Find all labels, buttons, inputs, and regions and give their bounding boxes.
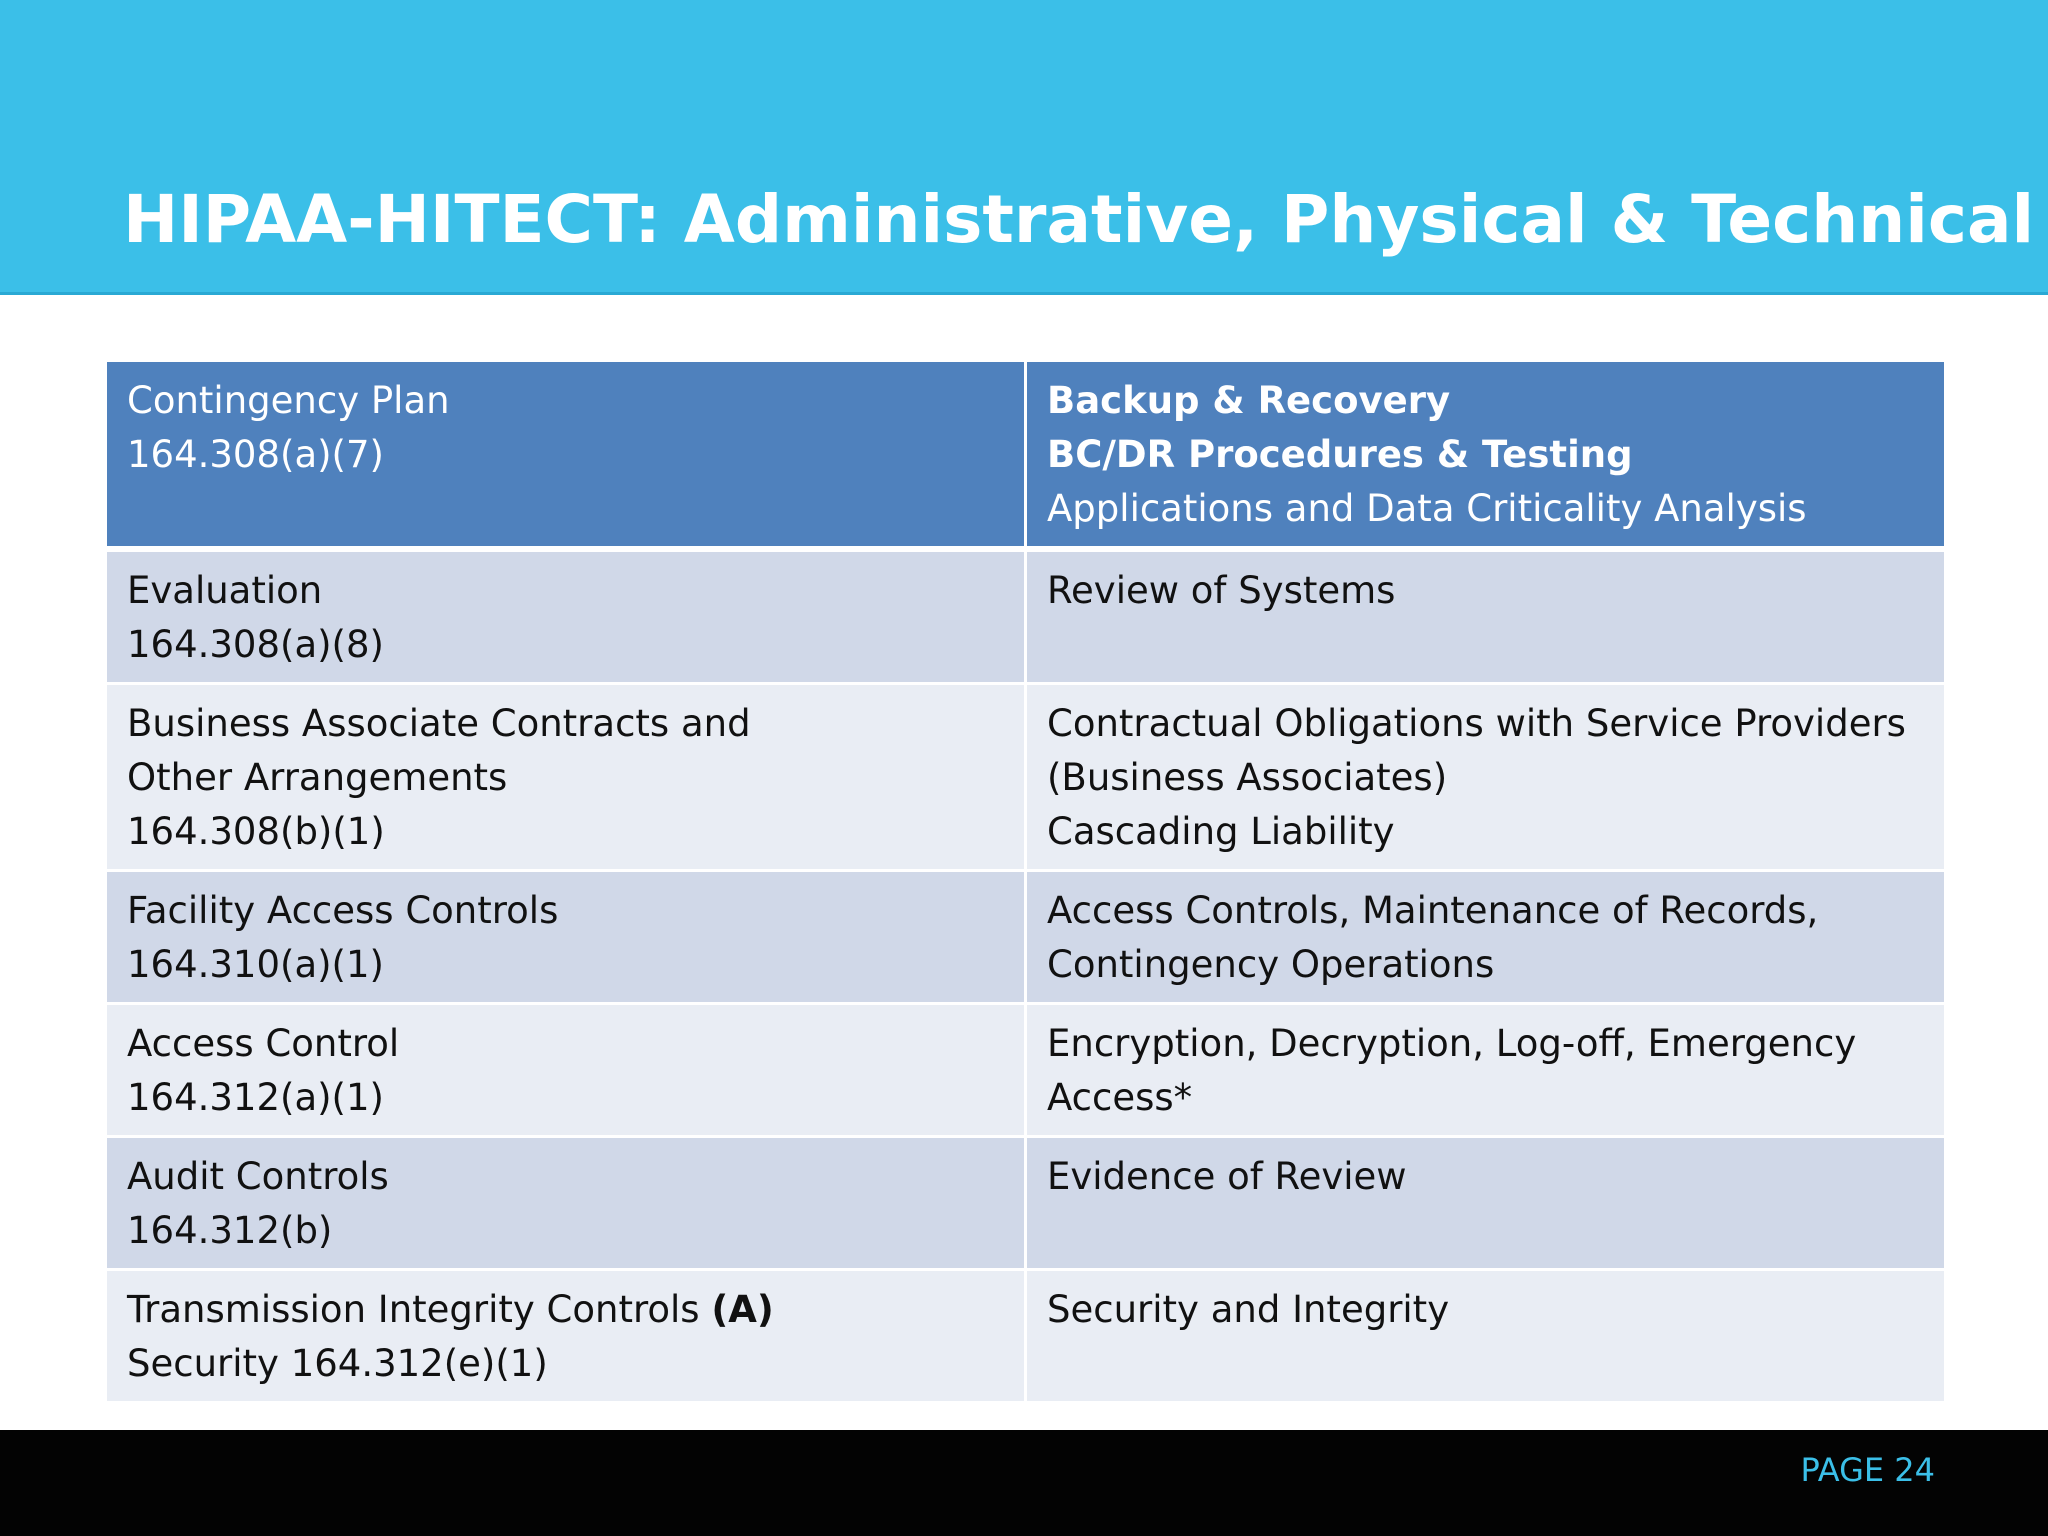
- requirement-line: Other Arrangements: [127, 756, 508, 799]
- requirements-grid: [104, 359, 1947, 1404]
- requirement-line: [127, 1283, 1004, 1337]
- requirement-cell: [106, 684, 1026, 871]
- requirement-cell: [106, 549, 1026, 684]
- topic-line: Evidence of Review: [1047, 1155, 1407, 1198]
- title-band: [0, 0, 2048, 295]
- topic-cell: [1026, 1004, 1946, 1137]
- requirement-cell: [106, 1270, 1026, 1403]
- requirement-line: 164.308(b)(1): [127, 810, 385, 853]
- requirement-cell: [106, 871, 1026, 1004]
- topic-cell: [1026, 871, 1946, 1004]
- table-row: [106, 871, 1946, 1004]
- topic-line: Cascading Liability: [1047, 810, 1395, 853]
- requirement-line: Business Associate Contracts and: [127, 702, 751, 745]
- topic-line: Review of Systems: [1047, 569, 1396, 612]
- topic-line: Contingency Operations: [1047, 943, 1495, 986]
- requirement-cell: [106, 1137, 1026, 1270]
- topic-cell: [1026, 684, 1946, 871]
- requirement-line: Security 164.312(e)(1): [127, 1342, 548, 1385]
- requirement-line: 164.310(a)(1): [127, 943, 384, 986]
- requirement-text: Transmission Integrity Controls: [127, 1288, 712, 1331]
- page-number: PAGE 24: [1800, 1451, 1935, 1489]
- header-left-line: 164.308(a)(7): [127, 433, 384, 476]
- header-right-bold-line: BC/DR Procedures & Testing: [1047, 433, 1633, 476]
- topic-line: Access Controls, Maintenance of Records,: [1047, 889, 1819, 932]
- header-left-cell: [106, 361, 1026, 550]
- topic-line: (Business Associates): [1047, 756, 1448, 799]
- table-header-row: [106, 361, 1946, 550]
- topic-line: Encryption, Decryption, Log-off, Emergency: [1047, 1022, 1857, 1065]
- requirement-line: 164.308(a)(8): [127, 623, 384, 666]
- requirement-cell: [106, 1004, 1026, 1137]
- requirement-line: Facility Access Controls: [127, 889, 559, 932]
- table-row: [106, 1270, 1946, 1403]
- table-row: [106, 549, 1946, 684]
- header-right-line: Applications and Data Criticality Analysis: [1047, 487, 1807, 530]
- table-row: [106, 1137, 1946, 1270]
- table-row: [106, 684, 1946, 871]
- topic-cell: [1026, 1270, 1946, 1403]
- requirement-line: Audit Controls: [127, 1155, 389, 1198]
- topic-line: Contractual Obligations with Service Providers: [1047, 702, 1906, 745]
- header-right-bold-line: Backup & Recovery: [1047, 379, 1451, 422]
- requirement-line: Access Control: [127, 1022, 400, 1065]
- slide-title: HIPAA-HITECT: Administrative, Physical & Technical: [123, 181, 2035, 258]
- topic-cell: [1026, 549, 1946, 684]
- requirements-table: [104, 359, 1944, 1404]
- requirement-line: 164.312(a)(1): [127, 1076, 384, 1119]
- requirement-line: Evaluation: [127, 569, 323, 612]
- header-left-line: Contingency Plan: [127, 379, 450, 422]
- requirement-line: 164.312(b): [127, 1209, 333, 1252]
- addressable-marker: (A): [711, 1288, 774, 1331]
- topic-line: Security and Integrity: [1047, 1288, 1450, 1331]
- topic-line: Access*: [1047, 1076, 1193, 1119]
- table-row: [106, 1004, 1946, 1137]
- header-right-cell: [1026, 361, 1946, 550]
- footer-band: [0, 1430, 2048, 1536]
- topic-cell: [1026, 1137, 1946, 1270]
